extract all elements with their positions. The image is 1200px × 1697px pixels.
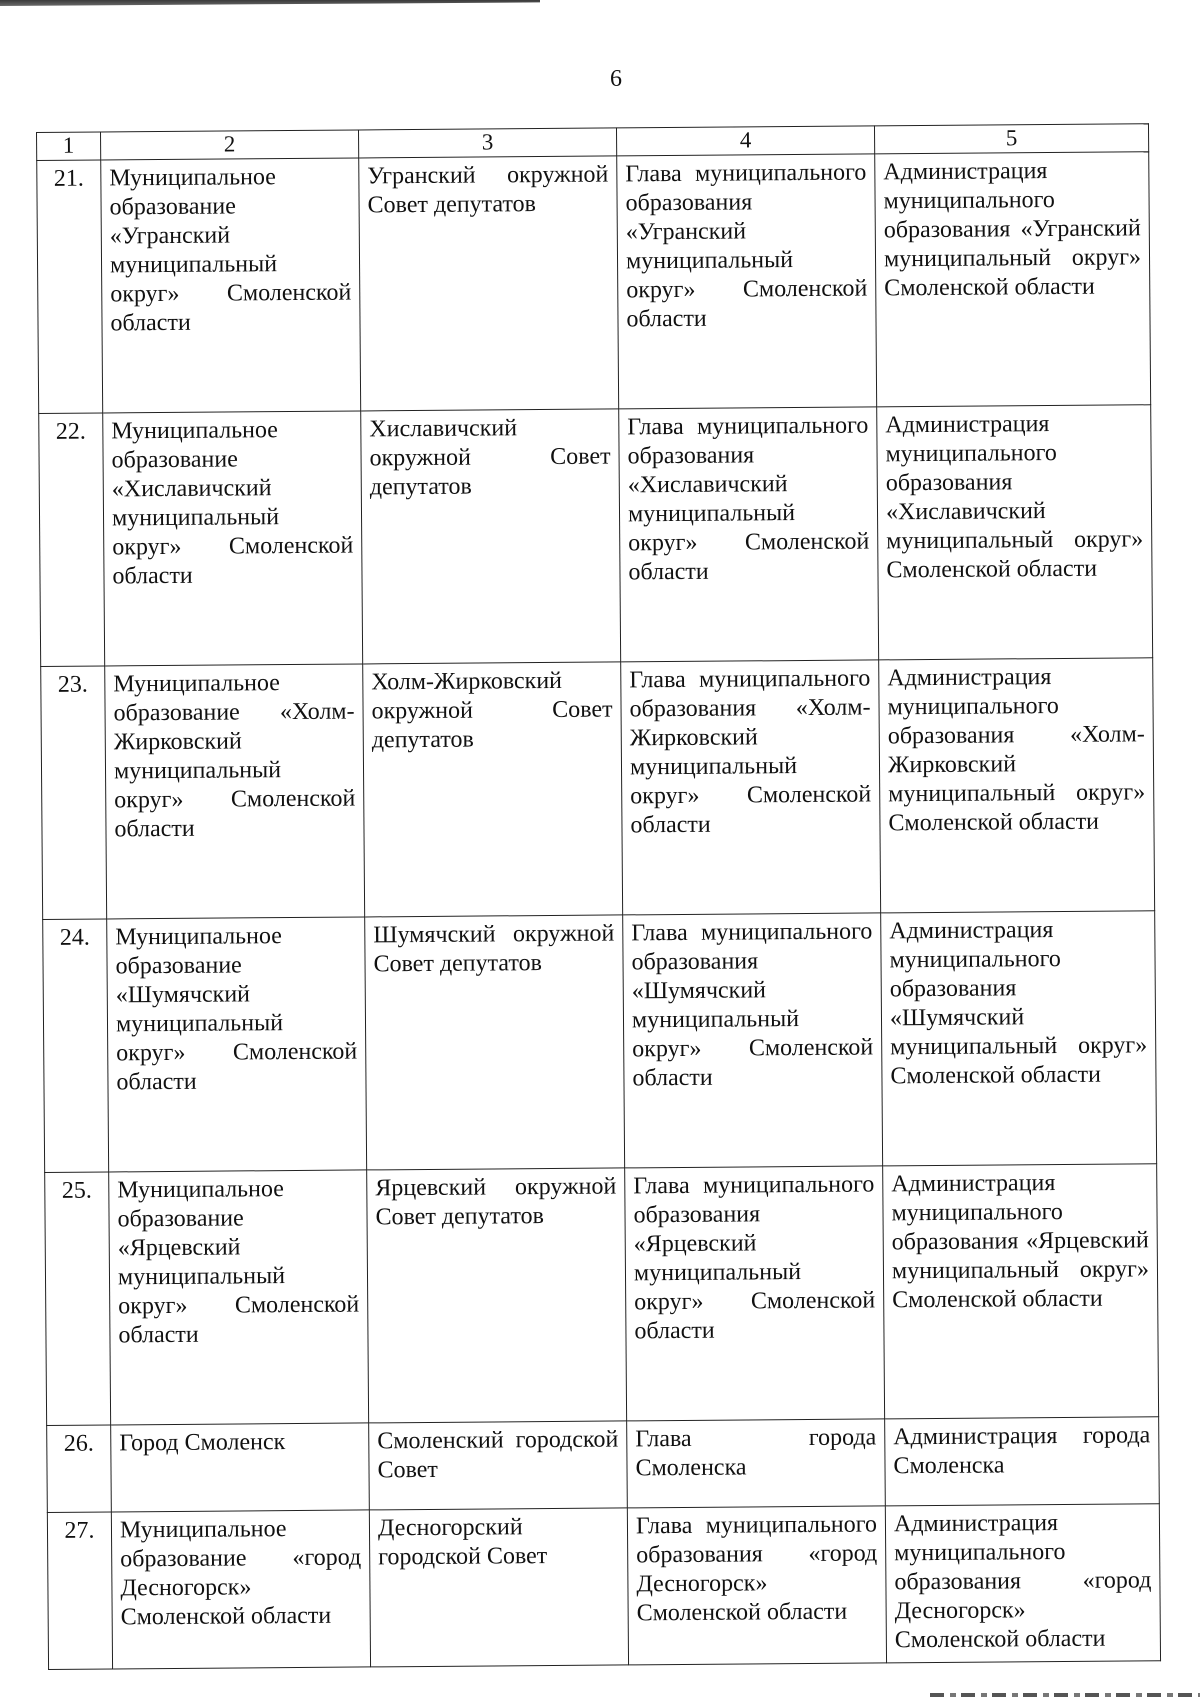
row-number: 22.	[39, 413, 105, 666]
bottom-scan-mark	[930, 1693, 1200, 1697]
head-cell: Глава муниципального образования «Шумячский муниципальный округ» Смоленской области	[623, 913, 883, 1168]
table-row	[39, 405, 1153, 667]
document-table-container	[36, 123, 1160, 1670]
administration-cell: Администрация города Смоленска	[885, 1417, 1160, 1506]
administration-cell: Администрация муниципального образования «город Десногорск» Смоленской области	[885, 1504, 1160, 1663]
municipal-entity-cell: Муниципальное образование «Ярцевский муниципальный округ» Смоленской области	[109, 1170, 369, 1425]
municipal-bodies-table	[36, 123, 1161, 1670]
table-row	[47, 1504, 1160, 1670]
council-cell: Хиславичский окружной Совет депутатов	[361, 409, 621, 664]
column-header-3: 3	[358, 128, 616, 158]
table-row	[45, 1164, 1159, 1426]
municipal-entity-cell: Город Смоленск	[111, 1423, 370, 1512]
head-cell: Глава муниципального образования «Хиславичский муниципальный округ» Смоленской области	[619, 407, 879, 662]
head-cell: Глава муниципального образования «Холм-Жирковский муниципальный округ» Смоленской области	[621, 660, 881, 915]
row-number: 23.	[41, 666, 107, 919]
administration-cell: Администрация муниципального образования «Холм-Жирковский муниципальный округ» Смоленской области	[879, 658, 1155, 913]
row-number: 24.	[43, 919, 109, 1172]
municipal-entity-cell: Муниципальное образование «Холм-Жирковский муниципальный округ» Смоленской области	[105, 664, 365, 919]
column-header-2: 2	[101, 130, 359, 160]
council-cell: Смоленский городской Совет	[369, 1421, 628, 1510]
municipal-entity-cell: Муниципальное образование «Угранский муниципальный округ» Смоленской области	[101, 158, 361, 413]
scan-edge-mark	[0, 0, 540, 6]
page-number: 6	[610, 66, 622, 92]
row-number: 25.	[45, 1172, 111, 1425]
administration-cell: Администрация муниципального образования «Хиславичский муниципальный округ» Смоленской области	[877, 405, 1153, 660]
table-row	[43, 911, 1157, 1173]
head-cell: Глава муниципального образования «Угранский муниципальный округ» Смоленской области	[617, 154, 877, 409]
row-number: 21.	[37, 160, 103, 413]
municipal-entity-cell: Муниципальное образование «Шумячский муниципальный округ» Смоленской области	[107, 917, 367, 1172]
council-cell: Шумячский окружной Совет депутатов	[365, 915, 625, 1170]
table-row	[47, 1417, 1160, 1513]
municipal-entity-cell: Муниципальное образование «город Десногорск» Смоленской области	[111, 1510, 370, 1669]
head-cell: Глава муниципального образования «Ярцевский муниципальный округ» Смоленской области	[625, 1166, 885, 1421]
administration-cell: Администрация муниципального образования «Угранский муниципальный округ» Смоленской области	[875, 152, 1151, 407]
table-row	[41, 658, 1155, 920]
column-header-5: 5	[874, 124, 1148, 154]
column-header-4: 4	[616, 126, 874, 156]
council-cell: Угранский окружной Совет депутатов	[359, 156, 619, 411]
head-cell: Глава города Смоленска	[627, 1419, 886, 1508]
council-cell: Ярцевский окружной Совет депутатов	[367, 1168, 627, 1423]
administration-cell: Администрация муниципального образования «Шумячский муниципальный округ» Смоленской области	[881, 911, 1157, 1166]
municipal-entity-cell: Муниципальное образование «Хиславичский муниципальный округ» Смоленской области	[103, 411, 363, 666]
column-header-1: 1	[37, 132, 101, 161]
administration-cell: Администрация муниципального образования «Ярцевский муниципальный округ» Смоленской области	[883, 1164, 1159, 1419]
head-cell: Глава муниципального образования «город Десногорск» Смоленской области	[627, 1506, 886, 1665]
table-row	[37, 152, 1151, 414]
council-cell: Десногорский городской Совет	[369, 1508, 628, 1667]
row-number: 26.	[47, 1425, 112, 1513]
council-cell: Холм-Жирковский окружной Совет депутатов	[363, 662, 623, 917]
row-number: 27.	[47, 1512, 112, 1669]
